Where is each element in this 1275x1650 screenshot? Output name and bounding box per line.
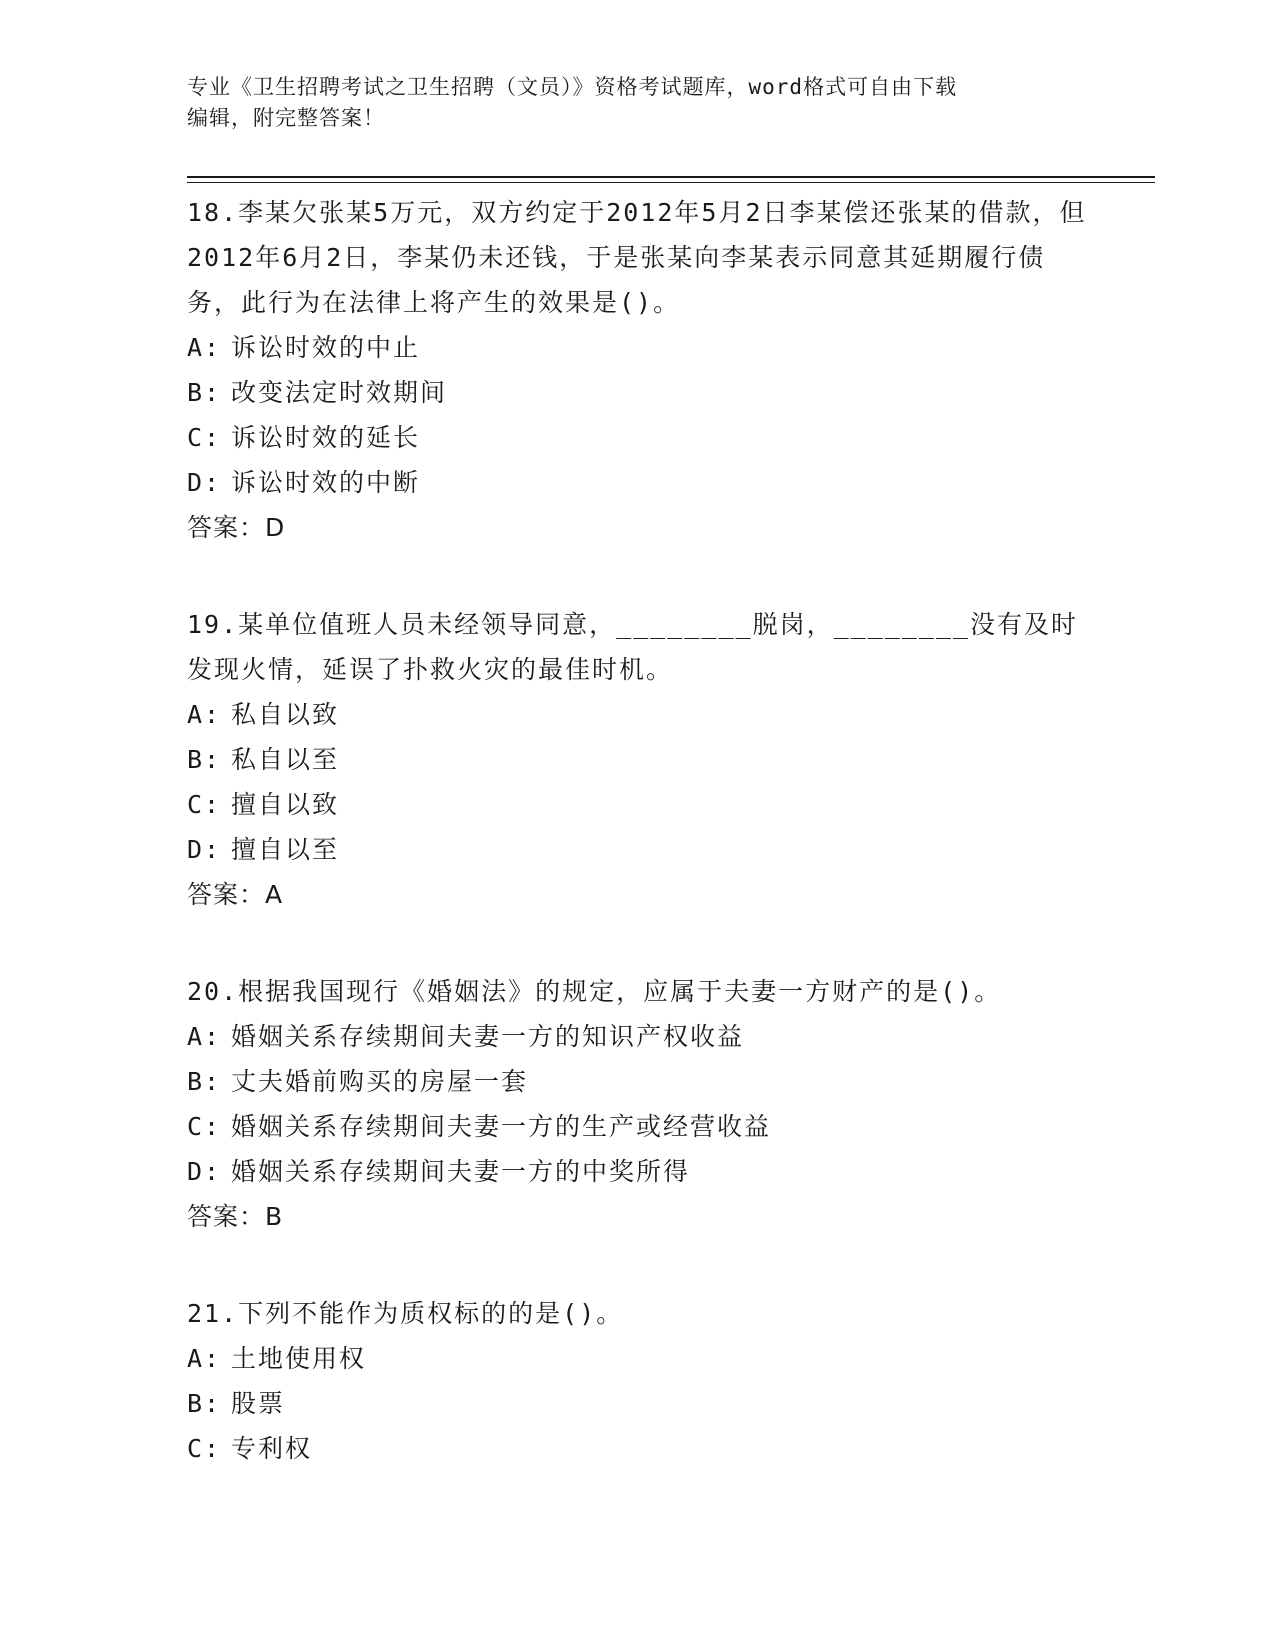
question-text: 20.根据我国现行《婚姻法》的规定，应属于夫妻一方财产的是()。: [187, 977, 1002, 1006]
option-c: [187, 1104, 1087, 1149]
option-a: [187, 1014, 1087, 1059]
option-text: 改变法定时效期间: [231, 378, 448, 407]
question-19: [187, 602, 1087, 917]
question-20: [187, 969, 1087, 1239]
option-letter: A:: [187, 700, 222, 729]
option-letter: C:: [187, 1434, 222, 1463]
option-d: [187, 827, 1087, 872]
option-text: 私自以至: [231, 745, 340, 774]
option-text: 擅自以至: [231, 835, 340, 864]
option-letter: B:: [187, 745, 222, 774]
option-letter: C:: [187, 423, 222, 452]
option-a: [187, 692, 1087, 737]
option-c: [187, 415, 1087, 460]
header-divider-thick: [187, 176, 1155, 178]
answer-line: 答案：D: [187, 513, 286, 542]
option-letter: A:: [187, 333, 222, 362]
option-text: 婚姻关系存续期间夫妻一方的生产或经营收益: [231, 1112, 772, 1141]
option-b: [187, 1381, 1087, 1426]
option-letter: D:: [187, 468, 222, 497]
option-letter: C:: [187, 790, 222, 819]
question-text: 21.下列不能作为质权标的的是()。: [187, 1299, 624, 1328]
option-b: [187, 1059, 1087, 1104]
option-text: 婚姻关系存续期间夫妻一方的中奖所得: [231, 1157, 691, 1186]
answer-line: 答案：A: [187, 880, 284, 909]
option-b: [187, 737, 1087, 782]
option-text: 婚姻关系存续期间夫妻一方的知识产权收益: [231, 1022, 745, 1051]
option-letter: A:: [187, 1344, 222, 1373]
document-header: [187, 72, 1087, 134]
option-letter: B:: [187, 1067, 222, 1096]
question-list: [187, 190, 1087, 1523]
option-letter: D:: [187, 1157, 222, 1186]
option-d: [187, 1149, 1087, 1194]
option-letter: A:: [187, 1022, 222, 1051]
option-text: 私自以致: [231, 700, 340, 729]
option-c: [187, 1426, 1087, 1471]
option-a: [187, 325, 1087, 370]
question-18: [187, 190, 1087, 550]
option-c: [187, 782, 1087, 827]
option-d: [187, 460, 1087, 505]
option-letter: C:: [187, 1112, 222, 1141]
option-letter: B:: [187, 1389, 222, 1418]
question-text: 19.某单位值班人员未经领导同意，________脱岗，________没有及时发现火情，延误了扑救火灾的最佳时机。: [187, 610, 1078, 684]
option-text: 股票: [231, 1389, 286, 1418]
header-divider-thin: [187, 182, 1155, 183]
option-text: 诉讼时效的中止: [231, 333, 421, 362]
option-text: 专利权: [231, 1434, 313, 1463]
option-text: 土地使用权: [231, 1344, 367, 1373]
option-text: 诉讼时效的延长: [231, 423, 421, 452]
header-line-2: 编辑，附完整答案！: [187, 106, 385, 130]
option-text: 诉讼时效的中断: [231, 468, 421, 497]
option-text: 擅自以致: [231, 790, 340, 819]
question-21: [187, 1291, 1087, 1471]
option-letter: D:: [187, 835, 222, 864]
answer-line: 答案：B: [187, 1202, 284, 1231]
header-line-1: 专业《卫生招聘考试之卫生招聘（文员）》资格考试题库，word格式可自由下载: [187, 75, 958, 99]
option-b: [187, 370, 1087, 415]
option-letter: B:: [187, 378, 222, 407]
question-text: 18.李某欠张某5万元，双方约定于2012年5月2日李某偿还张某的借款，但2012年6月2日，李某仍未还钱，于是张某向李某表示同意其延期履行债务，此行为在法律上将产生的效果是()。: [187, 198, 1087, 317]
option-a: [187, 1336, 1087, 1381]
option-text: 丈夫婚前购买的房屋一套: [231, 1067, 529, 1096]
